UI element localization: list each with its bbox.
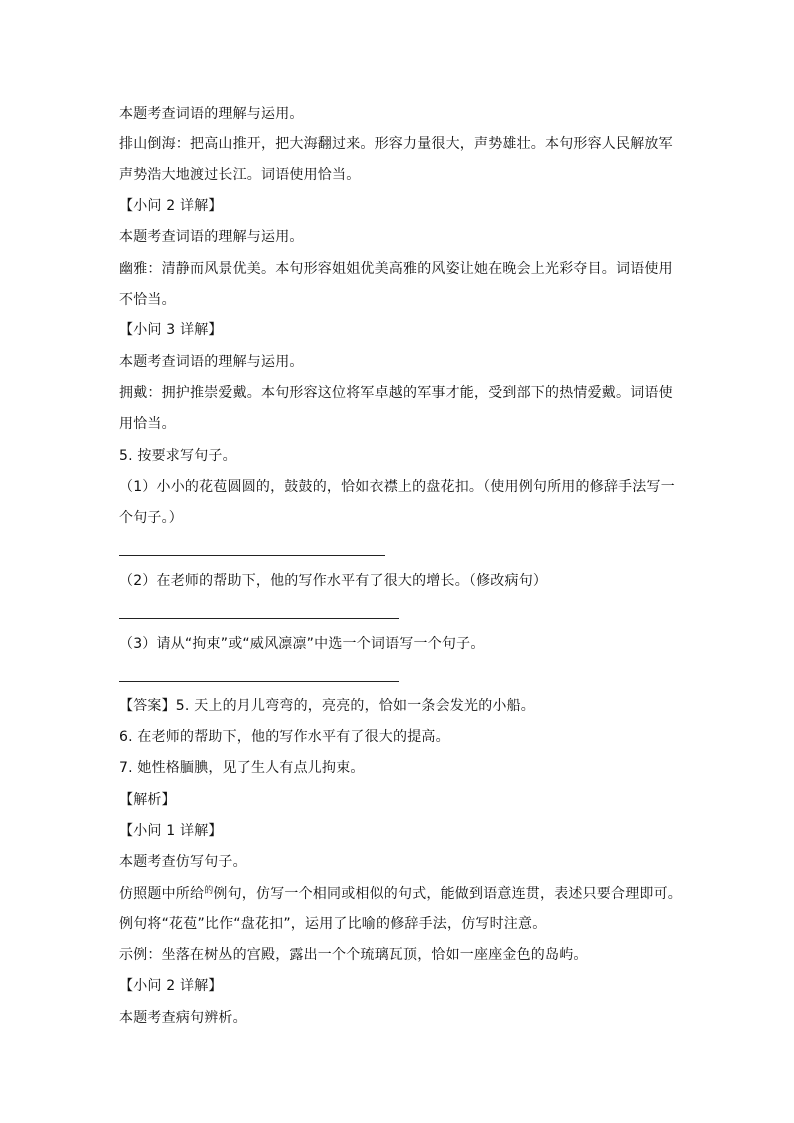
text-line: 拥戴：拥护推崇爱戴。本句形容这位将军卓越的军事才能，受到部下的热情爱戴。词语使: [119, 385, 673, 401]
section-heading: 【小问 1 详解】: [119, 823, 223, 839]
text-line: 声势浩大地渡过长江。词语使用恰当。: [119, 167, 361, 183]
question-item: （3）请从“拘束”或“威风凛凛”中选一个词语写一个句子。: [119, 636, 485, 652]
question-item: （1）小小的花苞圆圆的，鼓鼓的，恰如衣襟上的盘花扣。（使用例句所用的修辞手法写一: [119, 479, 675, 495]
text-line: 不恰当。: [119, 292, 176, 308]
answer-line: 7. 她性格腼腆，见了生人有点儿拘束。: [119, 760, 365, 776]
superscript-char: 的: [204, 886, 214, 896]
text-line: 本题考查仿写句子。: [119, 854, 247, 870]
text-line: 例句将“花苞”比作“盘花扣”，运用了比喻的修辞手法，仿写时注意。: [119, 916, 547, 932]
answer-blank-line: [119, 555, 385, 556]
answer-blank-line: [119, 681, 399, 682]
answer-blank-line: [119, 618, 399, 619]
text-segment: 例句，仿写一个相同或相似的句式，能做到语意连贯，表述只要合理即可。: [213, 886, 683, 902]
answer-line: 【答案】5. 天上的月儿弯弯的，亮亮的，恰如一条会发光的小船。: [119, 698, 536, 714]
text-line: 本题考查词语的理解与运用。: [119, 106, 304, 122]
text-line: 幽雅：清静而风景优美。本句形容姐姐优美高雅的风姿让她在晚会上光彩夺目。词语使用: [119, 261, 673, 277]
text-line: 本题考查词语的理解与运用。: [119, 354, 304, 370]
question-title: 5. 按要求写句子。: [119, 448, 237, 464]
text-line: 用恰当。: [119, 416, 176, 432]
section-heading: 【解析】: [119, 792, 176, 808]
text-line: [119, 884, 682, 906]
text-line: 本题考查病句辨析。: [119, 1010, 247, 1026]
text-line: 本题考查词语的理解与运用。: [119, 229, 304, 245]
text-line: 示例：坐落在树丛的宫殿，露出一个个琉璃瓦顶，恰如一座座金色的岛屿。: [119, 947, 588, 963]
section-heading: 【小问 2 详解】: [119, 978, 223, 994]
text-line: 排山倒海：把高山推开，把大海翻过来。形容力量很大，声势雄壮。本句形容人民解放军: [119, 136, 673, 152]
section-heading: 【小问 2 详解】: [119, 198, 223, 214]
question-item: 个句子。）: [119, 510, 183, 526]
text-segment: 仿照题中所给: [119, 886, 205, 902]
question-item: （2）在老师的帮助下，他的写作水平有了很大的增长。（修改病句）: [119, 573, 548, 589]
answer-line: 6. 在老师的帮助下，他的写作水平有了很大的提高。: [119, 729, 450, 745]
section-heading: 【小问 3 详解】: [119, 322, 223, 338]
